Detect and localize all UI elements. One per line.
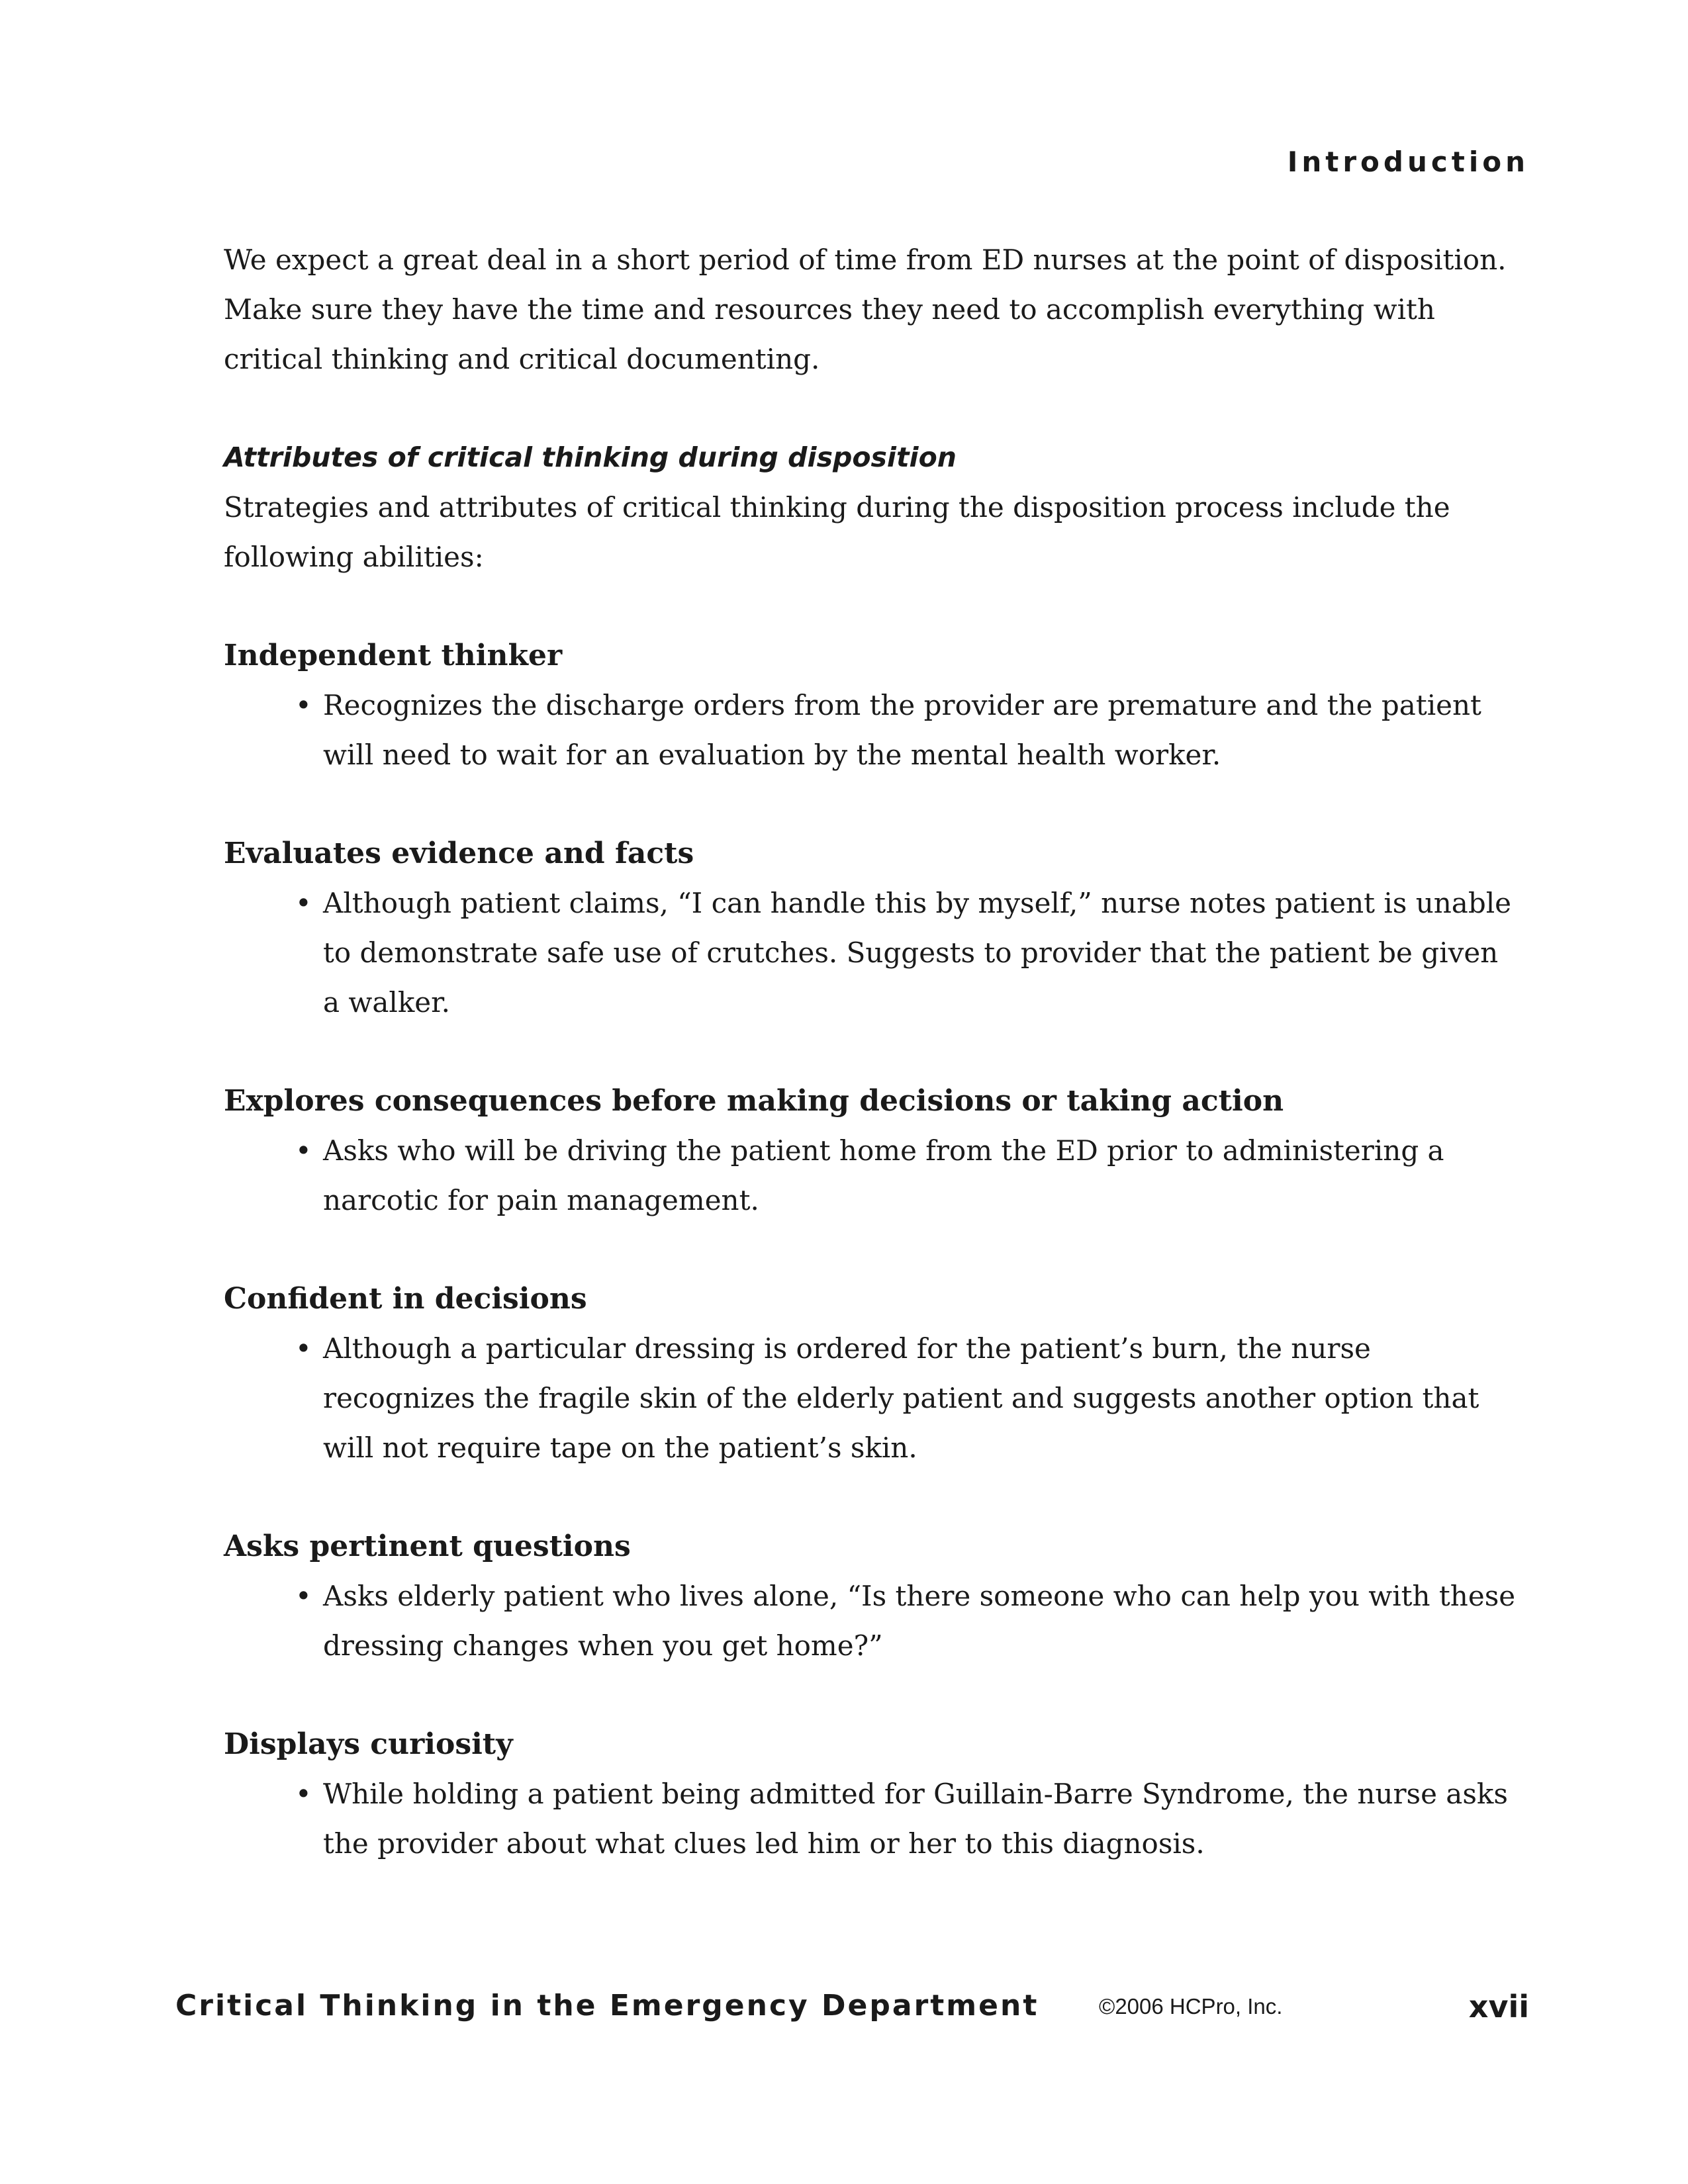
footer-book-title: Critical Thinking in the Emergency Department	[175, 1989, 1039, 2023]
attribute-bullet-item	[295, 1324, 1521, 1473]
attribute-bullet-item	[295, 680, 1521, 780]
attribute-bullet-item	[295, 1769, 1521, 1868]
page-content	[224, 235, 1521, 1868]
attribute-block-confident-in-decisions	[224, 1274, 1521, 1473]
section-lead-paragraph: Strategies and attributes of critical thinking during the disposition process include the following abilities:	[224, 491, 1450, 573]
attribute-block-evaluates-evidence	[224, 829, 1521, 1027]
bullet-text: Although patient claims, “I can handle this by myself,” nurse notes patient is unable to demonstrate safe use of crutches. Suggests to provider that the patient be given a walker.	[323, 887, 1512, 1019]
attribute-bullet-item	[295, 878, 1521, 1027]
attribute-block-explores-consequences	[224, 1076, 1521, 1225]
attribute-heading: Independent thinker	[224, 639, 563, 672]
attribute-bullet-list	[224, 878, 1521, 1027]
bullet-text: Asks elderly patient who lives alone, “Is there someone who can help you with these dressing changes when you get home?”	[323, 1580, 1516, 1662]
attribute-bullet-list	[224, 1571, 1521, 1670]
page-footer	[175, 1989, 1529, 2042]
attribute-heading: Explores consequences before making decisions or taking action	[224, 1084, 1284, 1118]
footer-copyright: ©2006 HCPro, Inc.	[1099, 1994, 1283, 2019]
attribute-heading: Displays curiosity	[224, 1727, 513, 1761]
attribute-bullet-list	[224, 1769, 1521, 1868]
bullet-icon: •	[295, 1332, 312, 1365]
attribute-bullet-list	[224, 1126, 1521, 1225]
attribute-block-asks-pertinent-questions	[224, 1522, 1521, 1670]
attribute-heading: Asks pertinent questions	[224, 1529, 631, 1563]
attribute-bullet-item	[295, 1571, 1521, 1670]
bullet-icon: •	[295, 689, 312, 721]
section-subheading: Attributes of critical thinking during disposition	[224, 441, 957, 473]
bullet-icon: •	[295, 887, 312, 919]
bullet-text: Recognizes the discharge orders from the provider are premature and the patient will need to wait for an evaluation by the mental health worker.	[323, 689, 1481, 771]
bullet-text: Although a particular dressing is ordered for the patient’s burn, the nurse recognizes the fragile skin of the elderly patient and suggests another option that will not require tape on the patient’s skin.	[323, 1332, 1479, 1464]
attribute-heading: Confident in decisions	[224, 1282, 587, 1316]
attribute-block-independent-thinker	[224, 631, 1521, 780]
bullet-text: Asks who will be driving the patient home from the ED prior to administering a narcotic for pain management.	[323, 1134, 1444, 1216]
bullet-icon: •	[295, 1778, 312, 1810]
attribute-bullet-item	[295, 1126, 1521, 1225]
attribute-bullet-list	[224, 1324, 1521, 1473]
bullet-text: While holding a patient being admitted for Guillain-Barre Syndrome, the nurse asks the provider about what clues led him or her to this diagnosis.	[323, 1778, 1508, 1860]
running-header: Introduction	[1287, 146, 1529, 178]
intro-paragraph: We expect a great deal in a short period of time from ED nurses at the point of disposition. Make sure they have the time and resources they need to accomplish everything with critical thinking and critical documenting.	[224, 244, 1507, 375]
bullet-icon: •	[295, 1134, 312, 1167]
bullet-icon: •	[295, 1580, 312, 1612]
attribute-bullet-list	[224, 680, 1521, 780]
attribute-block-displays-curiosity	[224, 1719, 1521, 1868]
footer-page-number: xvii	[1468, 1989, 1529, 2025]
attribute-heading: Evaluates evidence and facts	[224, 837, 694, 870]
